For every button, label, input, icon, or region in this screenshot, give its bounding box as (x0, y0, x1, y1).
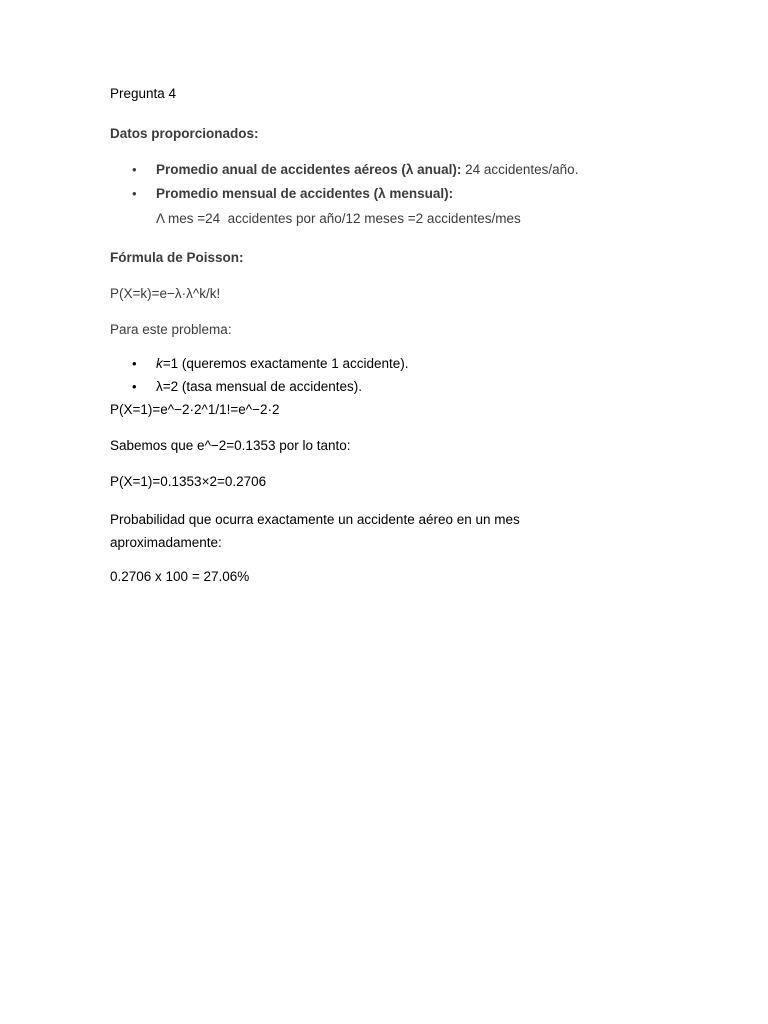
document-page (110, 84, 670, 587)
formula-heading: Fórmula de Poisson: (110, 250, 244, 265)
problema-item-text: =1 (queremos exactamente 1 accidente). (162, 356, 409, 371)
list-item (110, 352, 670, 375)
problema-item-text: λ=2 (tasa mensual de accidentes). (156, 379, 362, 394)
datos-item-value: 24 accidentes/año. (461, 162, 579, 177)
conclusion-line-1: Probabilidad que ocurra exactamente un accidente aéreo en un mes (110, 512, 520, 527)
list-item (110, 182, 670, 206)
variable-k: k (156, 356, 163, 371)
substitution: P(X=1)=e^−2·2^1/1!=e^−2·2 (110, 402, 280, 417)
datos-item-label: Promedio anual de accidentes aéreos (λ anual): (156, 162, 462, 177)
poisson-formula: P(X=k)=e−λ·λ^k/k! (110, 286, 221, 301)
datos-item-label: Promedio mensual de accidentes (λ mensual): (156, 186, 454, 201)
conclusion-line-2: aproximadamente: (110, 535, 222, 550)
sabemos-text: Sabemos que e^−2=0.1353 por lo tanto: (110, 438, 351, 453)
datos-list (110, 158, 670, 206)
list-item (110, 158, 670, 182)
list-item (110, 375, 670, 398)
problema-intro: Para este problema: (110, 322, 232, 337)
datos-heading: Datos proporcionados: (110, 126, 259, 141)
question-title: Pregunta 4 (110, 86, 177, 101)
lambda-calculation: Λ mes =24 accidentes por año/12 meses =2 accidentes/mes (156, 211, 521, 226)
problema-list (110, 352, 670, 398)
result: P(X=1)=0.1353×2=0.2706 (110, 474, 267, 489)
percentage-result: 0.2706 x 100 = 27.06% (110, 569, 250, 584)
